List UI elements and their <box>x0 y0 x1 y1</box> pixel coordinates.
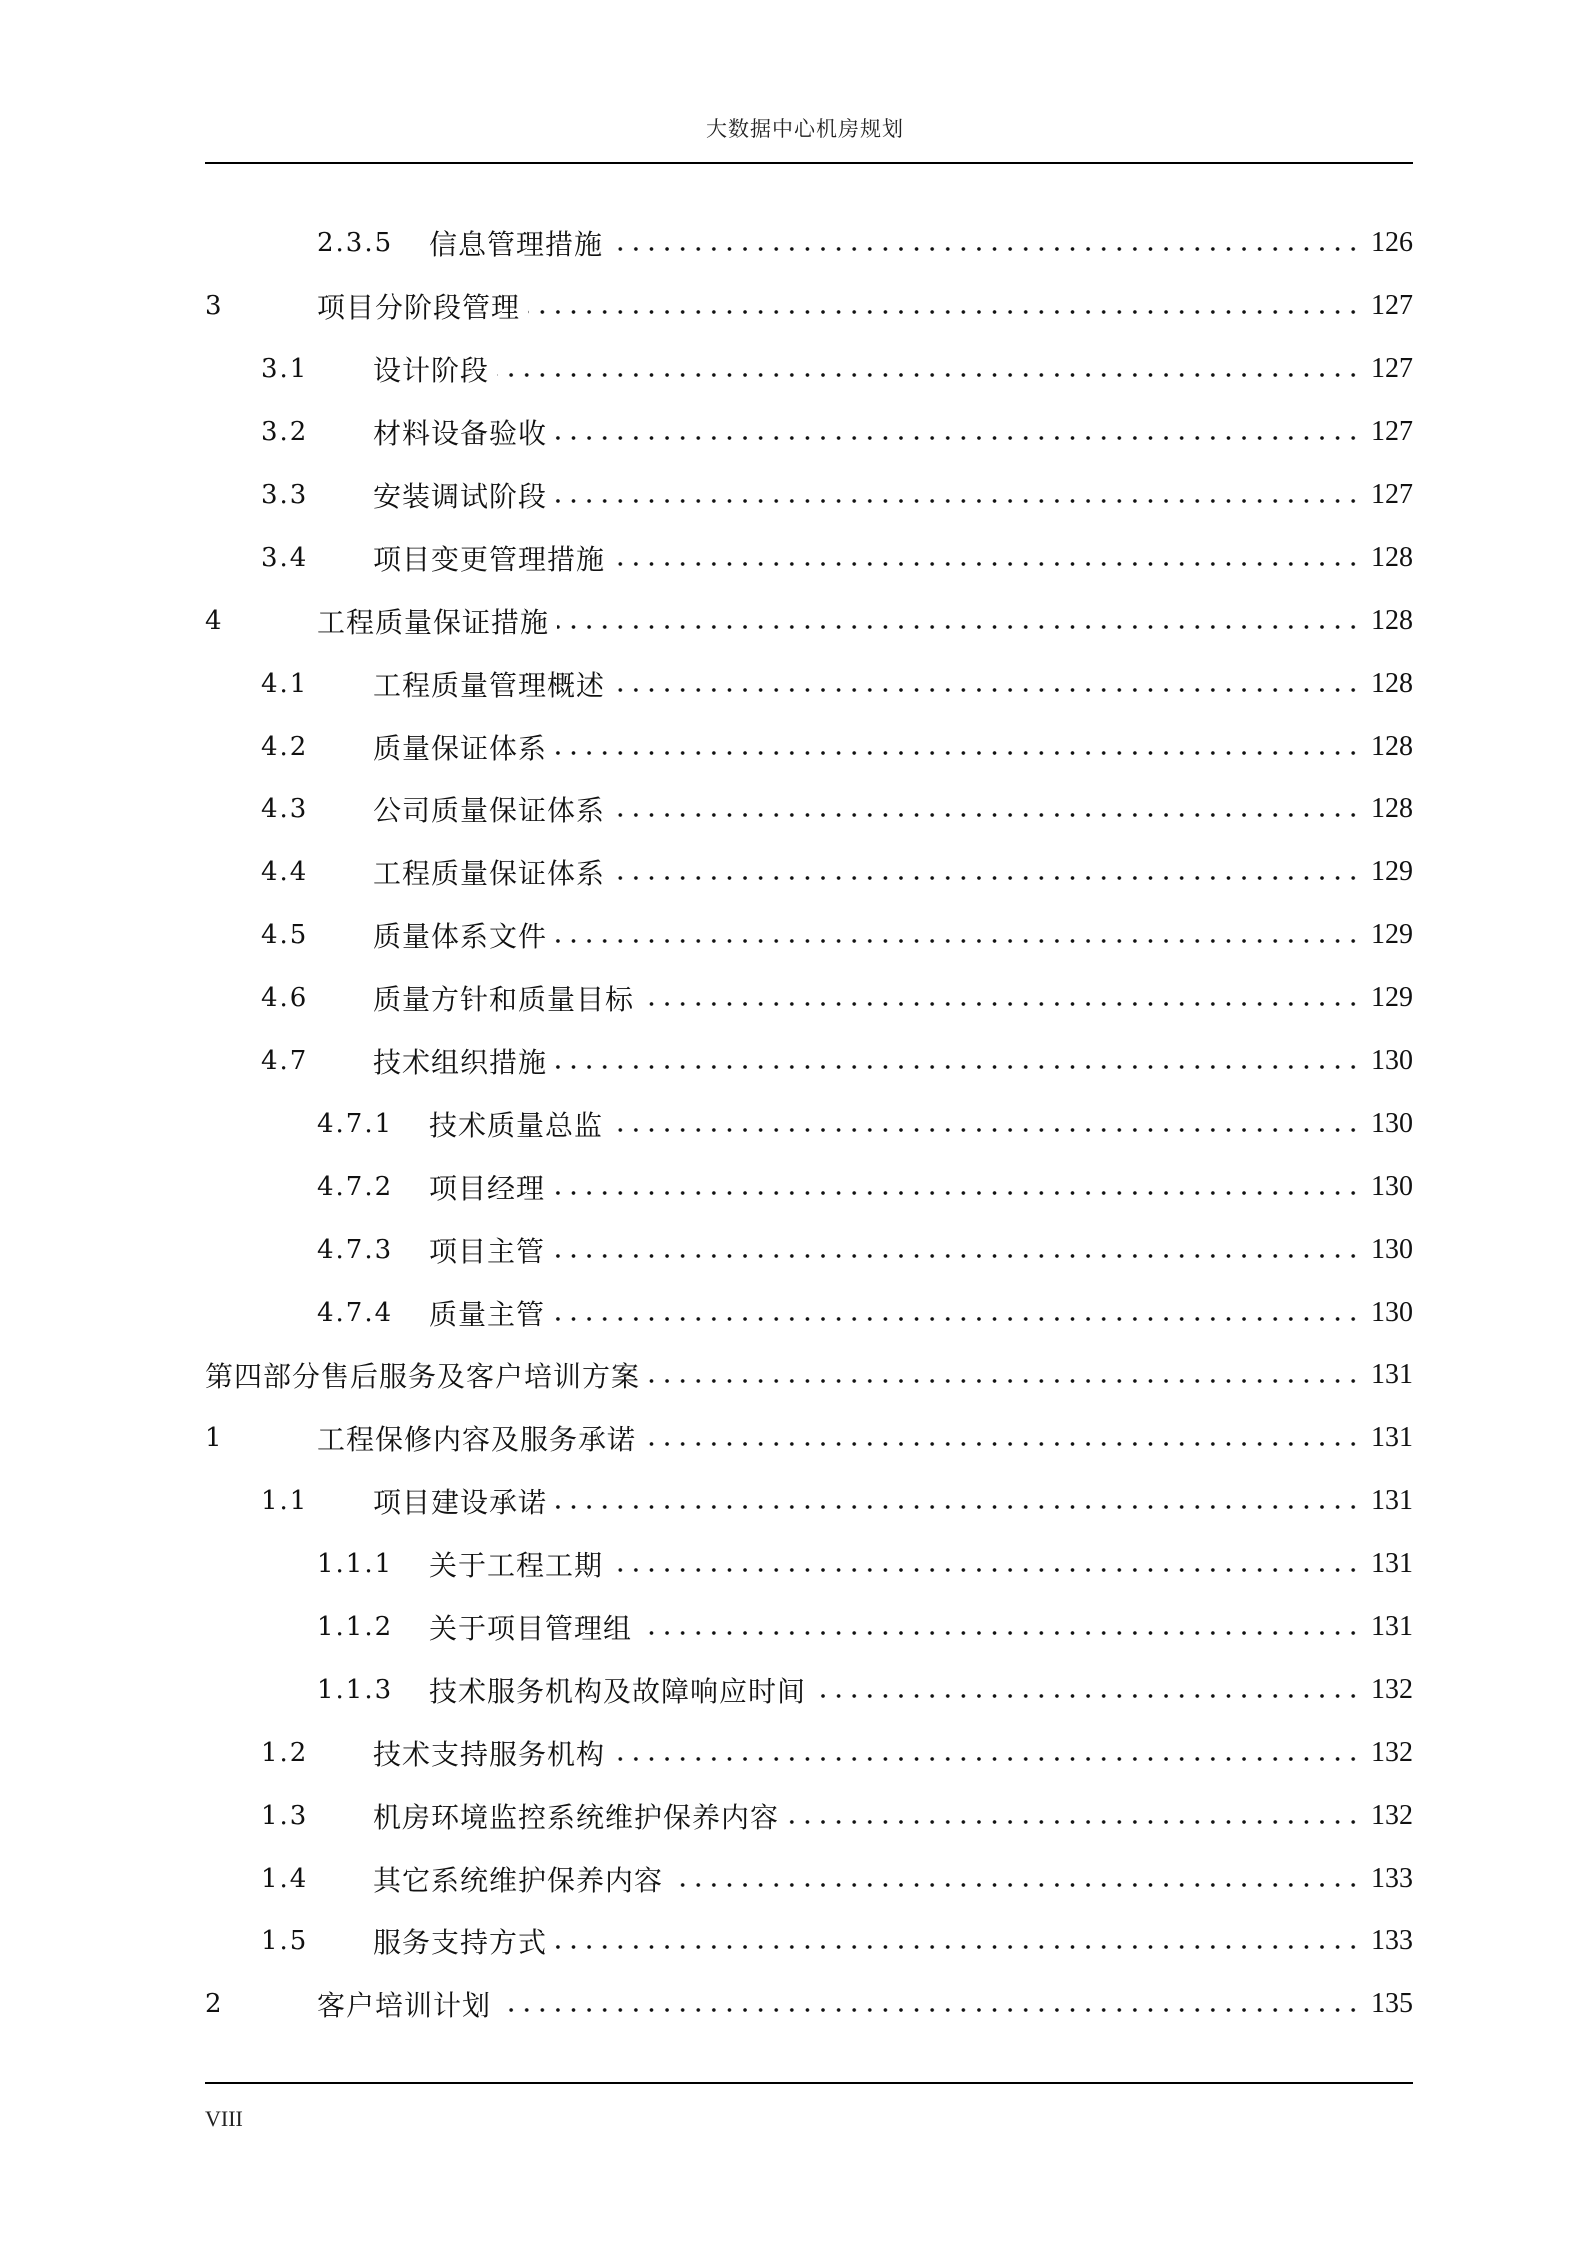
toc-entry[interactable] <box>205 589 1413 652</box>
toc-entry-number: 4.6 <box>261 983 309 1014</box>
toc-dot-leader <box>555 751 1361 755</box>
toc-entry-page: 127 <box>1371 479 1413 510</box>
toc-entry[interactable] <box>205 652 1413 715</box>
toc-entry[interactable] <box>205 967 1413 1030</box>
toc-dot-leader <box>528 310 1361 314</box>
toc-entry-title: 服务支持方式 <box>373 1921 551 1961</box>
toc-entry-title: 工程质量保证措施 <box>317 601 553 641</box>
toc-dot-leader <box>553 1191 1361 1195</box>
toc-entry-page: 132 <box>1371 1736 1413 1768</box>
toc-entry-page: 130 <box>1371 1296 1413 1328</box>
toc-entry-number: 3.1 <box>261 354 309 385</box>
toc-dot-leader <box>640 1631 1361 1635</box>
toc-entry-title: 安装调试阶段 <box>373 475 551 515</box>
footer-divider <box>205 2082 1413 2084</box>
toc-entry[interactable] <box>205 1344 1413 1407</box>
toc-entry-page: 128 <box>1371 541 1413 573</box>
toc-entry-number: 3.4 <box>261 542 309 573</box>
toc-entry-page: 131 <box>1371 1422 1413 1454</box>
toc-entry-number: 1.1.2 <box>317 1612 394 1643</box>
toc-entry-number: 4.7.3 <box>317 1234 394 1265</box>
toc-entry-number: 3.3 <box>261 480 309 510</box>
toc-entry-title: 工程质量管理概述 <box>373 664 609 704</box>
toc-entry[interactable] <box>205 1407 1413 1470</box>
toc-entry[interactable] <box>205 401 1413 464</box>
toc-entry-page: 131 <box>1371 1611 1413 1643</box>
toc-entry[interactable] <box>205 1533 1413 1596</box>
toc-entry-title: 质量方针和质量目标 <box>373 978 638 1018</box>
toc-entry-number: 1.5 <box>261 1926 309 1957</box>
toc-entry-page: 131 <box>1371 1485 1413 1517</box>
toc-entry-title: 技术质量总监 <box>429 1104 607 1144</box>
toc-dot-leader <box>613 688 1361 692</box>
table-of-contents <box>205 212 1413 2036</box>
toc-entry-title: 项目主管 <box>429 1230 549 1270</box>
toc-entry[interactable] <box>205 1092 1413 1155</box>
toc-entry-page: 130 <box>1371 1170 1413 1202</box>
toc-entry[interactable] <box>205 1973 1413 2036</box>
toc-dot-leader <box>644 1442 1361 1446</box>
toc-dot-leader <box>553 1317 1361 1321</box>
toc-dot-leader <box>611 1568 1361 1572</box>
toc-entry-number: 2 <box>205 1989 224 2020</box>
toc-entry[interactable] <box>205 1470 1413 1533</box>
toc-dot-leader <box>613 562 1361 566</box>
toc-entry-page: 130 <box>1371 1233 1413 1265</box>
toc-entry-title: 关于工程工期 <box>429 1544 607 1584</box>
toc-entry-number: 1.1.3 <box>317 1674 394 1705</box>
footer-page-number: VIII <box>205 2106 243 2131</box>
toc-entry-number: 1.1.1 <box>317 1549 394 1580</box>
toc-entry[interactable] <box>205 212 1413 275</box>
toc-entry[interactable] <box>205 1658 1413 1721</box>
toc-entry[interactable] <box>205 526 1413 589</box>
toc-entry[interactable] <box>205 1596 1413 1659</box>
toc-entry[interactable] <box>205 904 1413 967</box>
toc-entry-number: 4.2 <box>261 731 309 762</box>
toc-entry-title: 项目变更管理措施 <box>373 538 609 578</box>
toc-entry-title: 其它系统维护保养内容 <box>373 1859 667 1899</box>
header-divider <box>205 162 1413 164</box>
toc-entry-title: 设计阶段 <box>373 349 493 389</box>
toc-dot-leader <box>613 813 1361 817</box>
toc-entry-number: 4 <box>205 605 224 636</box>
toc-entry[interactable] <box>205 1784 1413 1847</box>
toc-dot-leader <box>555 499 1361 503</box>
toc-entry-number: 4.3 <box>261 794 309 825</box>
toc-dot-leader <box>648 1379 1361 1383</box>
toc-entry-number: 1.4 <box>261 1863 309 1894</box>
toc-entry[interactable] <box>205 1847 1413 1910</box>
toc-entry-number: 4.1 <box>261 668 309 699</box>
toc-entry[interactable] <box>205 338 1413 401</box>
toc-dot-leader <box>611 247 1361 251</box>
toc-entry[interactable] <box>205 778 1413 841</box>
toc-entry-number: 4.5 <box>261 920 309 951</box>
toc-dot-leader <box>499 2008 1361 2012</box>
toc-entry[interactable] <box>205 1218 1413 1281</box>
toc-entry-number: 4.7.2 <box>317 1171 394 1202</box>
toc-dot-leader <box>814 1694 1361 1698</box>
toc-entry-number: 3.2 <box>261 417 309 448</box>
toc-entry-number: 1.3 <box>261 1800 309 1831</box>
toc-entry-title: 工程质量保证体系 <box>373 852 609 892</box>
toc-entry-page: 127 <box>1371 290 1413 322</box>
toc-entry-page: 127 <box>1371 353 1413 385</box>
toc-dot-leader <box>787 1820 1361 1824</box>
toc-dot-leader <box>555 1945 1361 1949</box>
toc-entry-title: 第四部分售后服务及客户培训方案 <box>205 1355 644 1395</box>
toc-dot-leader <box>553 1254 1361 1258</box>
toc-entry-title: 技术支持服务机构 <box>373 1733 609 1773</box>
toc-entry-page: 128 <box>1371 793 1413 825</box>
running-header-title: 大数据中心机房规划 <box>706 117 904 141</box>
toc-entry-title: 质量保证体系 <box>373 727 551 767</box>
toc-entry-title: 项目建设承诺 <box>373 1481 551 1521</box>
toc-dot-leader <box>613 876 1361 880</box>
toc-dot-leader <box>555 1065 1361 1069</box>
toc-entry-title: 公司质量保证体系 <box>373 789 609 829</box>
toc-entry-page: 135 <box>1371 1988 1413 2020</box>
toc-entry-title: 技术服务机构及故障响应时间 <box>429 1670 810 1710</box>
toc-entry-title: 材料设备验收 <box>373 412 551 452</box>
toc-entry-page: 133 <box>1371 1925 1413 1957</box>
toc-dot-leader <box>671 1883 1361 1887</box>
toc-entry-number: 4.7.4 <box>317 1297 394 1328</box>
toc-entry-title: 关于项目管理组 <box>429 1607 636 1647</box>
toc-entry-page: 129 <box>1371 982 1413 1014</box>
toc-dot-leader <box>555 1505 1361 1509</box>
toc-entry-number: 4.4 <box>261 857 309 888</box>
toc-dot-leader <box>555 939 1361 943</box>
toc-entry[interactable] <box>205 275 1413 338</box>
toc-entry-title: 工程保修内容及服务承诺 <box>317 1418 640 1458</box>
toc-entry[interactable] <box>205 841 1413 904</box>
toc-entry-title: 机房环境监控系统维护保养内容 <box>373 1796 783 1836</box>
toc-entry-title: 项目分阶段管理 <box>317 286 524 326</box>
toc-dot-leader <box>642 1002 1361 1006</box>
toc-entry-number: 1.1 <box>261 1486 309 1517</box>
toc-entry-page: 128 <box>1371 730 1413 762</box>
toc-entry-page: 128 <box>1371 604 1413 636</box>
toc-entry-page: 130 <box>1371 1107 1413 1139</box>
toc-entry-title: 项目经理 <box>429 1167 549 1207</box>
toc-dot-leader <box>611 1128 1361 1132</box>
toc-entry-title: 质量体系文件 <box>373 915 551 955</box>
toc-dot-leader <box>555 436 1361 440</box>
toc-entry-number: 1.2 <box>261 1737 309 1768</box>
toc-entry-page: 126 <box>1371 227 1413 259</box>
toc-entry-number: 4.7.1 <box>317 1108 394 1139</box>
toc-entry-number: 3 <box>205 291 224 322</box>
toc-dot-leader <box>613 1757 1361 1761</box>
toc-entry[interactable] <box>205 715 1413 778</box>
toc-entry-page: 133 <box>1371 1862 1413 1894</box>
toc-entry[interactable] <box>205 1281 1413 1344</box>
toc-entry-page: 132 <box>1371 1673 1413 1705</box>
toc-entry-title: 信息管理措施 <box>429 223 607 263</box>
toc-entry-page: 131 <box>1371 1359 1413 1391</box>
toc-entry-number: 2.3.5 <box>317 228 394 259</box>
toc-dot-leader <box>557 625 1361 629</box>
toc-entry-number: 1 <box>205 1423 224 1454</box>
toc-entry-page: 129 <box>1371 919 1413 951</box>
toc-entry-page: 131 <box>1371 1548 1413 1580</box>
toc-entry[interactable] <box>205 1155 1413 1218</box>
toc-entry[interactable] <box>205 464 1413 527</box>
toc-entry-title: 客户培训计划 <box>317 1984 495 2024</box>
toc-entry-page: 130 <box>1371 1045 1413 1077</box>
toc-dot-leader <box>497 373 1361 377</box>
toc-entry-title: 技术组织措施 <box>373 1041 551 1081</box>
toc-entry[interactable] <box>205 1721 1413 1784</box>
toc-entry-page: 132 <box>1371 1799 1413 1831</box>
toc-entry-page: 128 <box>1371 667 1413 699</box>
toc-entry[interactable] <box>205 1910 1413 1973</box>
toc-entry-page: 129 <box>1371 856 1413 888</box>
toc-entry-page: 127 <box>1371 416 1413 448</box>
toc-entry[interactable] <box>205 1030 1413 1093</box>
toc-entry-number: 4.7 <box>261 1046 309 1077</box>
toc-entry-title: 质量主管 <box>429 1293 549 1333</box>
